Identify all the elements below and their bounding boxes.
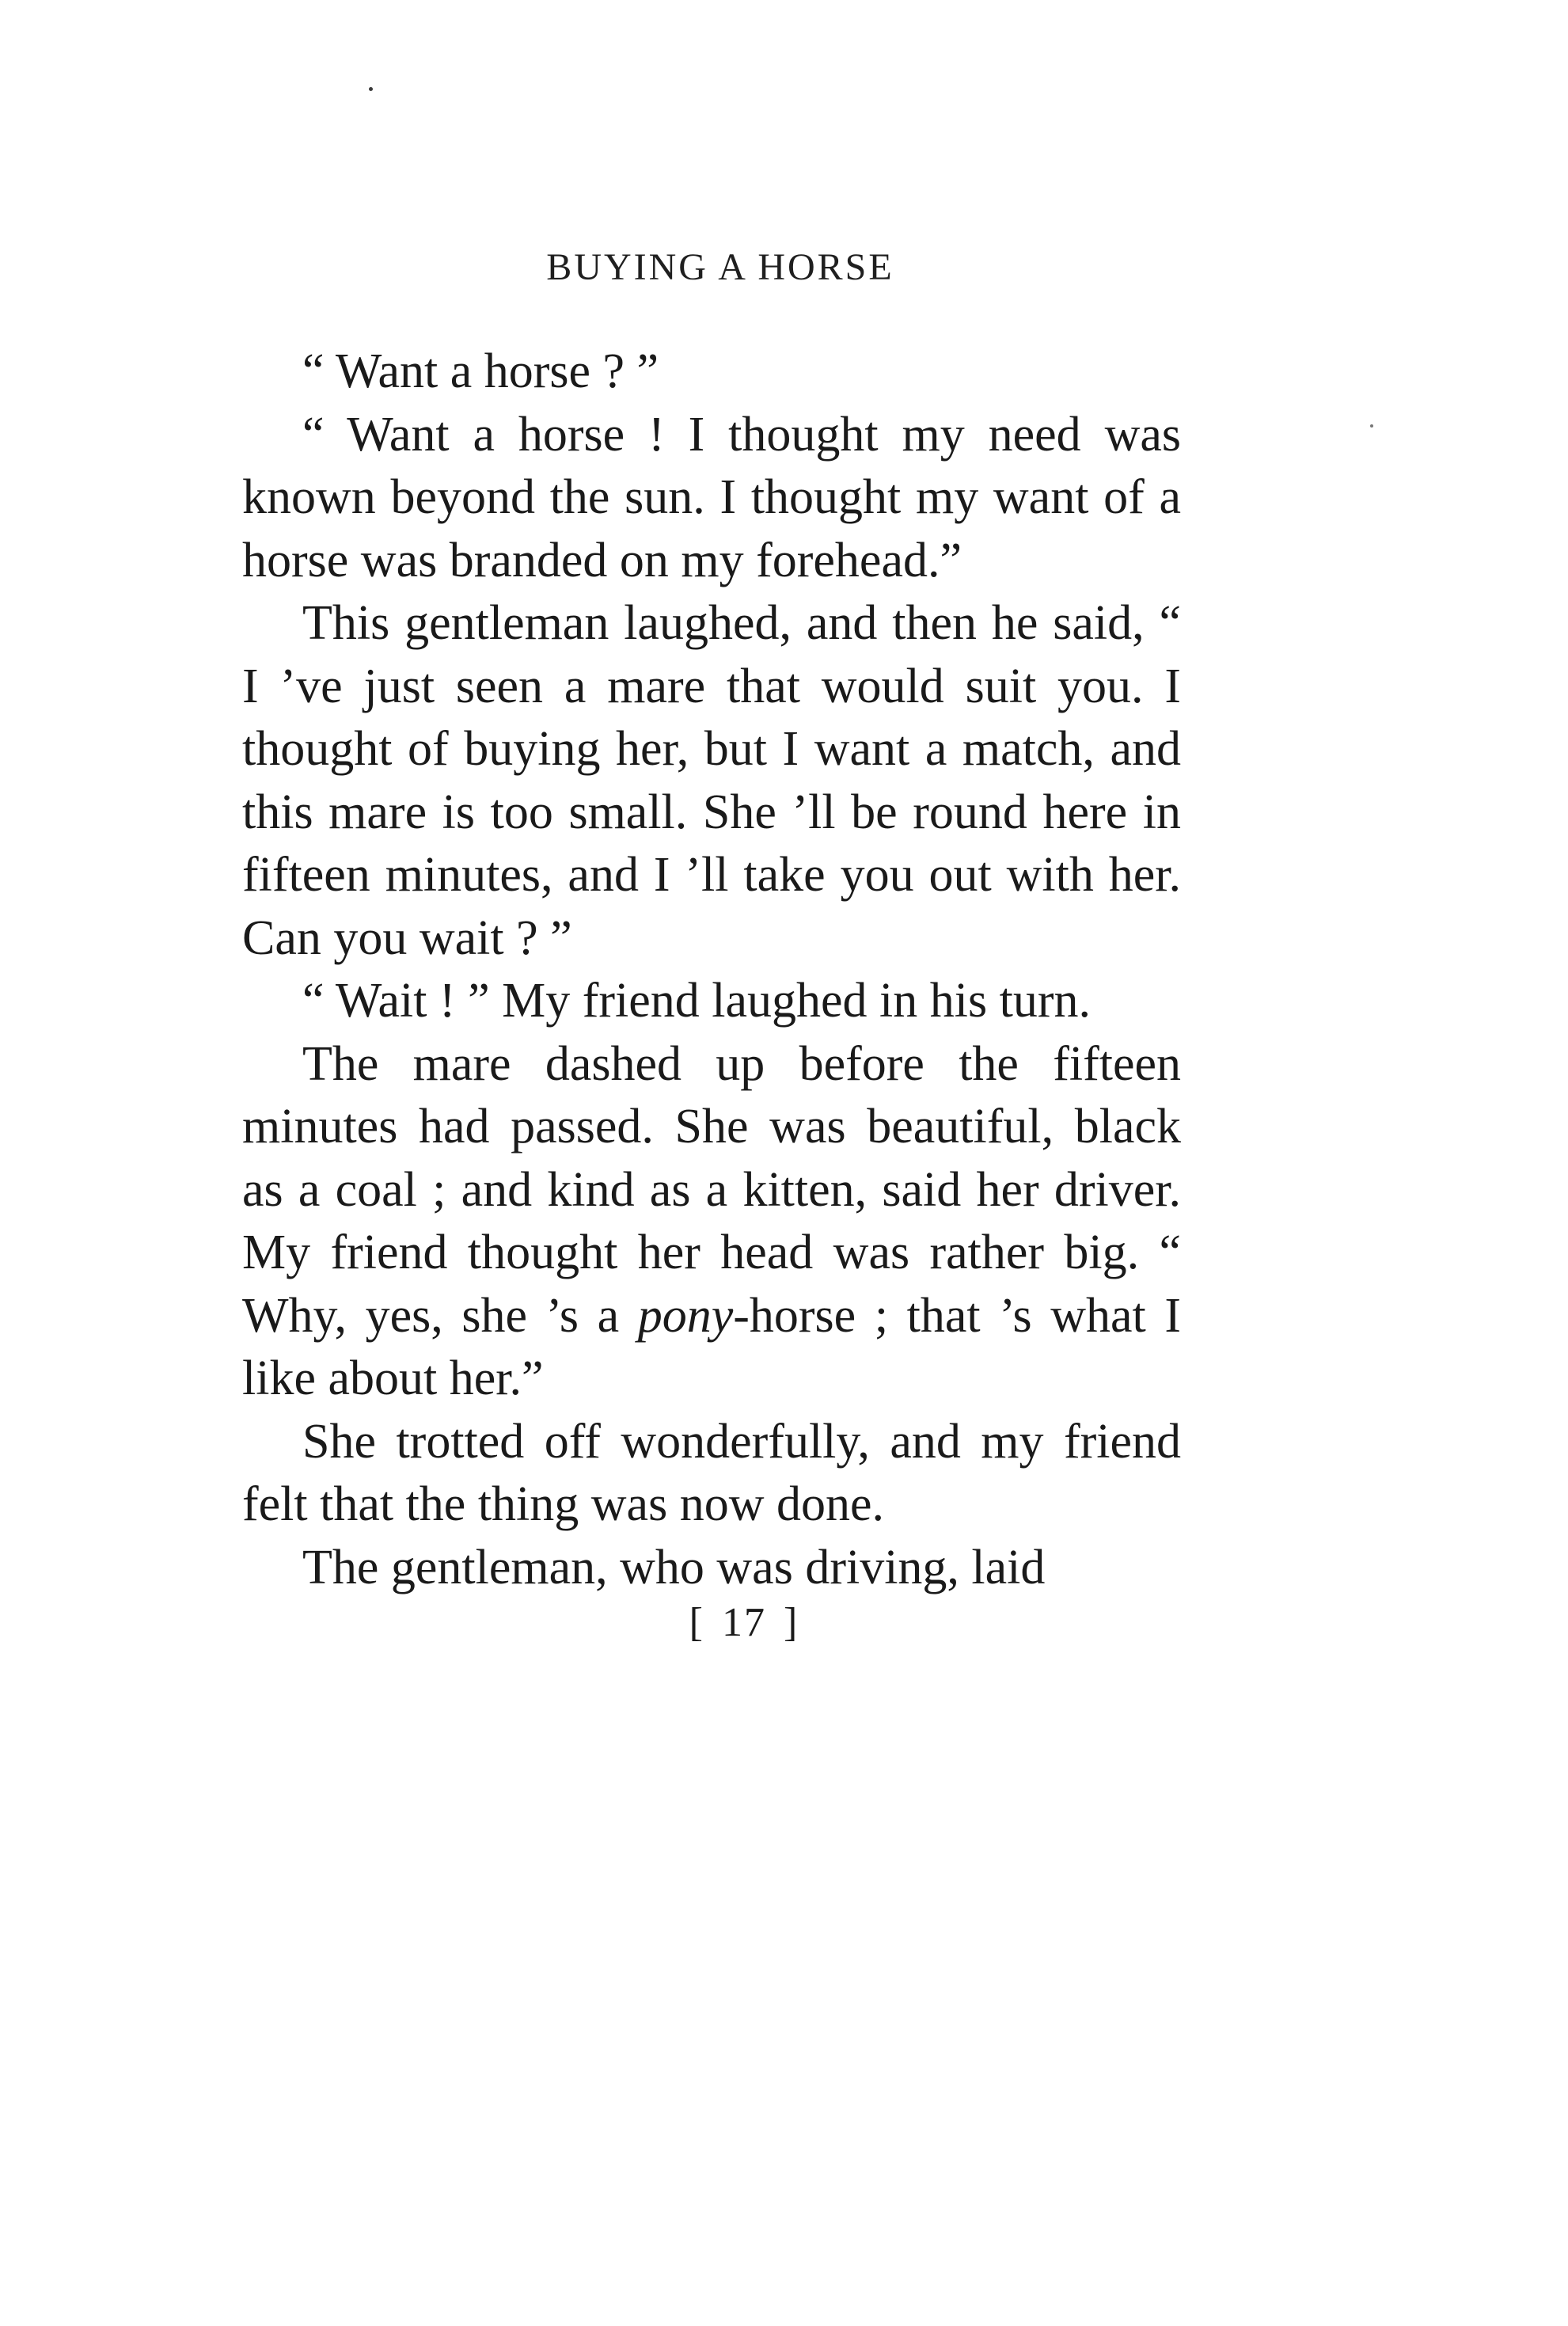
ink-speck	[369, 87, 373, 91]
paragraph: “ Want a horse ? ”	[302, 344, 659, 398]
paragraph: “ Wait ! ” My friend laughed in his turn.	[302, 974, 1091, 1028]
italic-word: pony	[637, 1288, 734, 1343]
folio-number: 17	[722, 1600, 766, 1645]
paragraph-text: -horse ; that ’s what I like about her.”	[242, 1288, 1181, 1405]
paragraph: The gentleman, who was driving, laid	[302, 1540, 1046, 1594]
folio-bracket-close: ]	[784, 1600, 799, 1645]
ink-speck	[1370, 424, 1373, 428]
paragraph: She trotted off wonderfully, and my friend felt that the thing was now done.	[242, 1414, 1181, 1531]
paragraph-text: The mare dashed up before the fifteen minutes had passed. She was beautiful, black as a coal ; and kind as a kitten, said her driver. My friend thought her head was rather big. “ Why, yes, she ’s a	[242, 1036, 1181, 1343]
running-head: BUYING A HORSE	[546, 246, 894, 288]
paragraph	[242, 1033, 1181, 1411]
page-number	[554, 1599, 934, 1646]
paragraph: This gentleman laughed, and then he said, “ I ’ve just seen a mare that would suit you. I thought of buying her, but I want a match, and this mare is too small. She ’ll be round here in fifteen minutes, and I ’ll take you out with her. Can you wait ? ”	[242, 596, 1181, 965]
body-text	[242, 340, 1181, 1599]
folio-bracket-open: [	[689, 1600, 704, 1645]
paragraph: “ Want a horse ! I thought my need was known beyond the sun. I thought my want of a horse was branded on my forehead.”	[242, 407, 1181, 587]
